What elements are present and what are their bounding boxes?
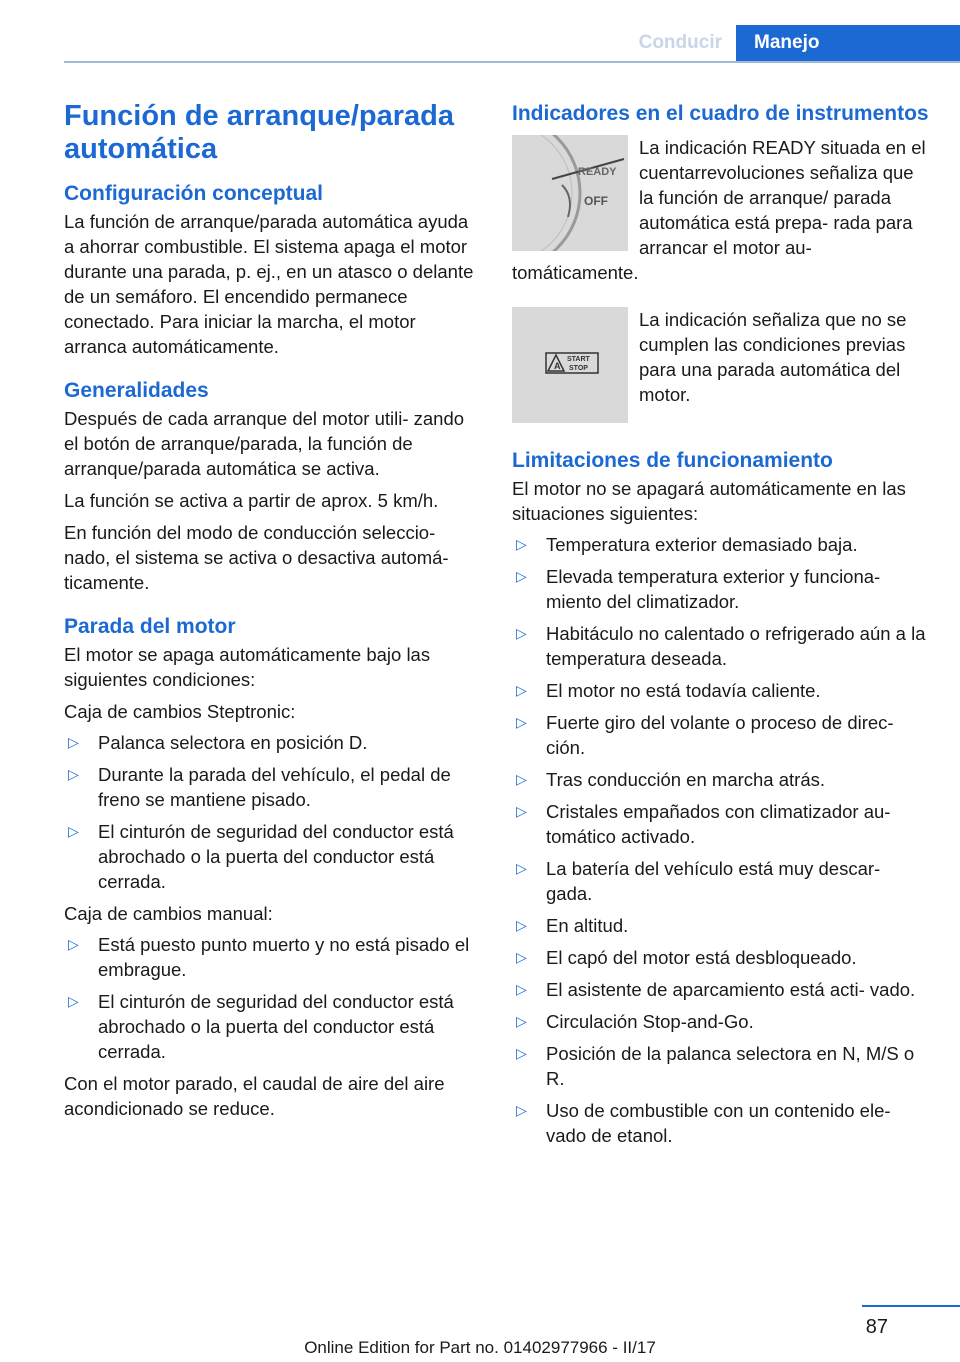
concept-heading: Configuración conceptual [64,182,324,205]
stop-outro: Con el motor parado, el caudal de aire del aire acondicionado se reduce. [64,1073,445,1119]
general-paragraph-1: Después de cada arranque del motor utili‐ zando el botón de arranque/parada, la función de arranque/parada automática se activa. [64,408,465,479]
triangle-bullet-icon: ▷ [516,1045,527,1061]
triangle-bullet-icon: ▷ [516,949,527,965]
list-item: ▷ Durante la parada del vehículo, el pedal de freno se mantiene pisado. [68,764,451,810]
triangle-bullet-icon: ▷ [68,993,79,1009]
triangle-bullet-icon: ▷ [68,823,79,839]
limits-list [512,532,930,1148]
steptronic-list [64,730,482,894]
list-item: ▷ Fuerte giro del volante o proceso de direc‐ ción. [516,712,894,758]
start-stop-warning-image [512,307,628,423]
concept-text: La función de arranque/parada automática ayuda a ahorrar combustible. El sistema apaga el motor durante una parada, p. ej., en un atasco o delante de un semáforo. El encendido permanece conectado. Para iniciar la marcha, el motor arranca automáticamente. [64,211,474,357]
list-item: ▷ Está puesto punto muerto y no está pisado el embrague. [68,934,470,980]
header-rule [64,61,960,63]
ready-indicator-text: La indicación READY situada en el cuentarrevoluciones señaliza que la función de arranque/ parada automática está prepa‐ rada para arrancar el motor au‐ tomáticamente. [512,137,926,283]
list-item: ▷ Habitáculo no calentado o refrigerado aún a la temperatura deseada. [516,623,926,669]
header-section-tab: Conducir [638,32,722,53]
list-item: ▷ En altitud. [516,915,629,936]
triangle-bullet-icon: ▷ [516,682,527,698]
triangle-bullet-icon: ▷ [516,803,527,819]
svg-text:OFF: OFF [584,194,608,208]
ready-indicator-block [512,135,930,285]
list-item: ▷ Circulación Stop-and-Go. [516,1011,754,1032]
list-item: ▷ El capó del motor está desbloqueado. [516,947,857,968]
tachometer-ready-image [512,135,628,251]
svg-text:STOP: STOP [569,365,588,372]
stop-heading: Parada del motor [64,615,236,638]
triangle-bullet-icon: ▷ [516,714,527,730]
list-item: ▷ Cristales empañados con climatizador au‐ tomático activado. [516,801,891,847]
limits-heading: Limitaciones de funcionamiento [512,449,833,472]
triangle-bullet-icon: ▷ [516,625,527,641]
list-item: ▷ El cinturón de seguridad del conductor está abrochado o la puerta del conductor está cerrada. [68,991,454,1062]
warning-indicator-text: La indicación señaliza que no se cumplen las condiciones previas para una parada automática del motor. [639,309,907,405]
list-item: ▷ Temperatura exterior demasiado baja. [516,534,858,555]
stop-intro: El motor se apaga automáticamente bajo las siguientes condiciones: [64,644,431,690]
triangle-bullet-icon: ▷ [516,860,527,876]
left-column [64,100,482,1121]
list-item: ▷ El asistente de aparcamiento está acti‐ vado. [516,979,916,1000]
page-title: Función de arranque/parada automática [64,100,454,165]
right-column [512,100,930,1155]
general-heading: Generalidades [64,379,209,402]
list-item: ▷ Uso de combustible con un contenido ele‐ vado de etanol. [516,1100,891,1146]
list-item: ▷ La batería del vehículo está muy descar‐ gada. [516,858,881,904]
general-paragraph-3: En función del modo de conducción seleccio‐ nado, el sistema se activa o desactiva automá‐ ticamente. [64,522,449,593]
svg-text:START: START [567,356,590,363]
list-item: ▷ El cinturón de seguridad del conductor está abrochado o la puerta del conductor está cerrada. [68,821,454,892]
triangle-bullet-icon: ▷ [516,536,527,552]
triangle-bullet-icon: ▷ [68,766,79,782]
triangle-bullet-icon: ▷ [68,734,79,750]
footer-rule [862,1305,960,1307]
warning-indicator-block [512,307,930,429]
triangle-bullet-icon: ▷ [516,917,527,933]
list-item: ▷ Posición de la palanca selectora en N, M/S o R. [516,1043,915,1089]
manual-list [64,932,482,1064]
triangle-bullet-icon: ▷ [516,1013,527,1029]
tachometer-icon [512,135,628,251]
indicators-heading: Indicadores en el cuadro de instrumentos [512,102,929,125]
header-subsection-tab: Manejo [736,25,960,61]
list-item: ▷ Tras conducción en marcha atrás. [516,769,825,790]
general-paragraph-2: La función se activa a partir de aprox. 5 km/h. [64,490,439,511]
svg-text:A: A [554,361,561,371]
manual-label: Caja de cambios manual: [64,903,273,924]
edition-footer: Online Edition for Part no. 01402977966 - II/17 [304,1338,656,1357]
start-stop-warning-icon [512,307,628,423]
triangle-bullet-icon: ▷ [516,1102,527,1118]
list-item: ▷ El motor no está todavía caliente. [516,680,821,701]
triangle-bullet-icon: ▷ [516,771,527,787]
svg-text:READY: READY [578,166,617,178]
list-item: ▷ Palanca selectora en posición D. [68,732,368,753]
triangle-bullet-icon: ▷ [68,936,79,952]
limits-intro: El motor no se apagará automáticamente en las situaciones siguientes: [512,478,906,524]
steptronic-label: Caja de cambios Steptronic: [64,701,296,722]
triangle-bullet-icon: ▷ [516,981,527,997]
page-number: 87 [865,1316,888,1338]
list-item: ▷ Elevada temperatura exterior y funciona‐ miento del climatizador. [516,566,881,612]
triangle-bullet-icon: ▷ [516,568,527,584]
